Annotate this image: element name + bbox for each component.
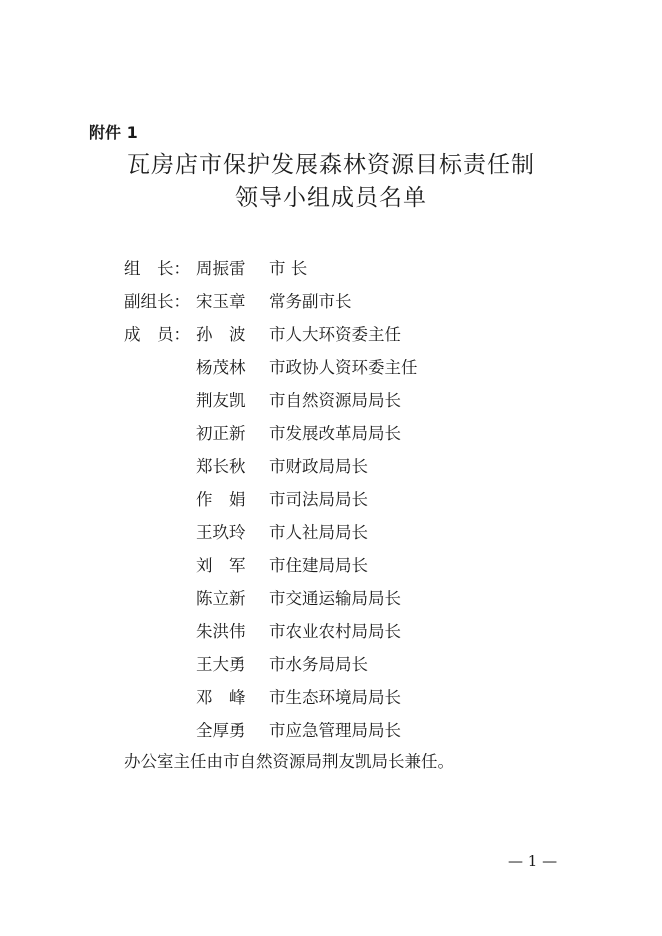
member-name: 荆友凯 (196, 391, 246, 410)
member-role: 副组长： (124, 292, 190, 311)
member-name: 王大勇 (196, 655, 246, 674)
member-name: 孙 波 (196, 325, 246, 344)
document-title-line-2: 领导小组成员名单 (235, 185, 427, 211)
member-name: 宋玉章 (196, 292, 246, 311)
member-position: 市发展改革局局长 (269, 424, 401, 443)
member-name: 杨茂林 (196, 358, 246, 377)
member-name: 刘 军 (196, 556, 246, 575)
member-position: 市司法局局长 (269, 490, 368, 509)
attachment-label: 附件 1 (89, 123, 138, 142)
member-name: 郑长秋 (196, 457, 246, 476)
member-position: 市水务局局长 (269, 655, 368, 674)
member-position: 市 长 (269, 259, 308, 278)
member-role: 组 长： (124, 259, 190, 278)
member-name: 朱洪伟 (196, 622, 246, 641)
member-name: 全厚勇 (196, 721, 246, 740)
member-position: 市生态环境局局长 (269, 688, 401, 707)
member-position: 常务副市长 (269, 292, 352, 311)
document-title-line-1: 瓦房店市保护发展森林资源目标责任制 (127, 152, 535, 178)
member-position: 市人大环资委主任 (269, 325, 401, 344)
member-position: 市农业农村局局长 (269, 622, 401, 641)
office-director-note: 办公室主任由市自然资源局荆友凯局长兼任。 (124, 752, 454, 771)
member-position: 市财政局局长 (269, 457, 368, 476)
member-position: 市人社局局长 (269, 523, 368, 542)
member-name: 邓 峰 (196, 688, 246, 707)
member-name: 初正新 (196, 424, 246, 443)
member-position: 市住建局局长 (269, 556, 368, 575)
member-name: 王玖玲 (196, 523, 246, 542)
member-name: 周振雷 (196, 259, 246, 278)
page-number: — 1 — (508, 852, 558, 870)
member-position: 市政协人资环委主任 (269, 358, 418, 377)
member-role: 成 员： (124, 325, 190, 344)
member-position: 市交通运输局局长 (269, 589, 401, 608)
member-position: 市应急管理局局长 (269, 721, 401, 740)
member-name: 陈立新 (196, 589, 246, 608)
member-position: 市自然资源局局长 (269, 391, 401, 410)
member-name: 作 娟 (196, 490, 246, 509)
